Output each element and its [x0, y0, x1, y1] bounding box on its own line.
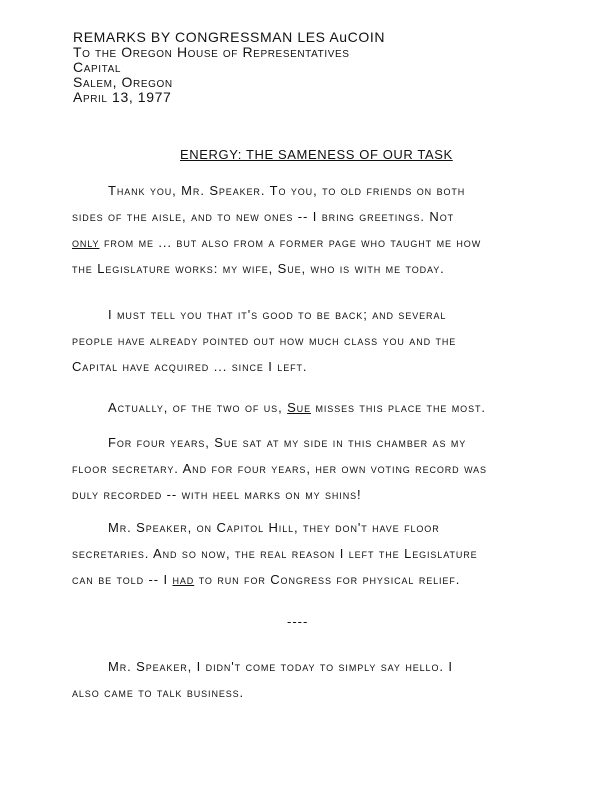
text-segment: Actually, of the two of us,: [108, 400, 288, 415]
paragraph-1: [72, 178, 572, 282]
underlined-word: Sue: [287, 400, 311, 415]
header-title: REMARKS BY CONGRESSMAN LES AuCOIN: [73, 29, 386, 45]
text-line: secretaries. And so now, the real reason I left the Legislature: [72, 546, 478, 561]
header-city: Salem, Oregon: [73, 74, 173, 90]
text-line: Capital have acquired ... since I left.: [72, 359, 308, 374]
text-segment: misses this place the most.: [310, 400, 486, 415]
text-line: also came to talk business.: [72, 685, 245, 700]
header-venue: To the Oregon House of Representatives: [73, 44, 350, 60]
text-line: For four years, Sue sat at my side in this chamber as my: [108, 435, 467, 450]
underlined-word: had: [172, 572, 195, 587]
header-date: April 13, 1977: [73, 89, 172, 105]
speech-header: [73, 30, 385, 105]
paragraph-5: [72, 515, 572, 593]
text-line: [72, 395, 572, 421]
paragraph-2: [72, 302, 572, 380]
text-line: Mr. Speaker, I didn't come today to simply say hello. I: [108, 659, 453, 674]
paragraph-3: [72, 395, 572, 421]
text-line: Mr. Speaker, on Capitol Hill, they don't have floor: [108, 520, 440, 535]
text-line: the Legislature works: my wife, Sue, who is with me today.: [72, 261, 445, 276]
section-separator: ----: [287, 614, 309, 629]
text-line: duly recorded -- with heel marks on my shins!: [72, 487, 362, 502]
text-line: people have already pointed out how much class you and the: [72, 333, 457, 348]
text-line: I must tell you that it's good to be back; and several: [108, 307, 447, 322]
speech-title: ENERGY: THE SAMENESS OF OUR TASK: [180, 147, 453, 162]
text-segment: can be told -- I: [72, 572, 173, 587]
text-segment: from me ... but also from a former page who taught me how: [99, 235, 482, 250]
text-segment: to run for Congress for physical relief.: [194, 572, 461, 587]
underlined-word: only: [72, 235, 100, 250]
text-line: [72, 230, 572, 256]
paragraph-4: [72, 430, 572, 508]
paragraph-6: [72, 654, 572, 706]
text-line: Thank you, Mr. Speaker. To you, to old friends on both: [108, 183, 466, 198]
text-line: sides of the aisle, and to new ones -- I bring greetings. Not: [72, 209, 454, 224]
header-place: Capital: [73, 59, 122, 75]
text-line: floor secretary. And for four years, her own voting record was: [72, 461, 487, 476]
text-line: [72, 567, 572, 593]
